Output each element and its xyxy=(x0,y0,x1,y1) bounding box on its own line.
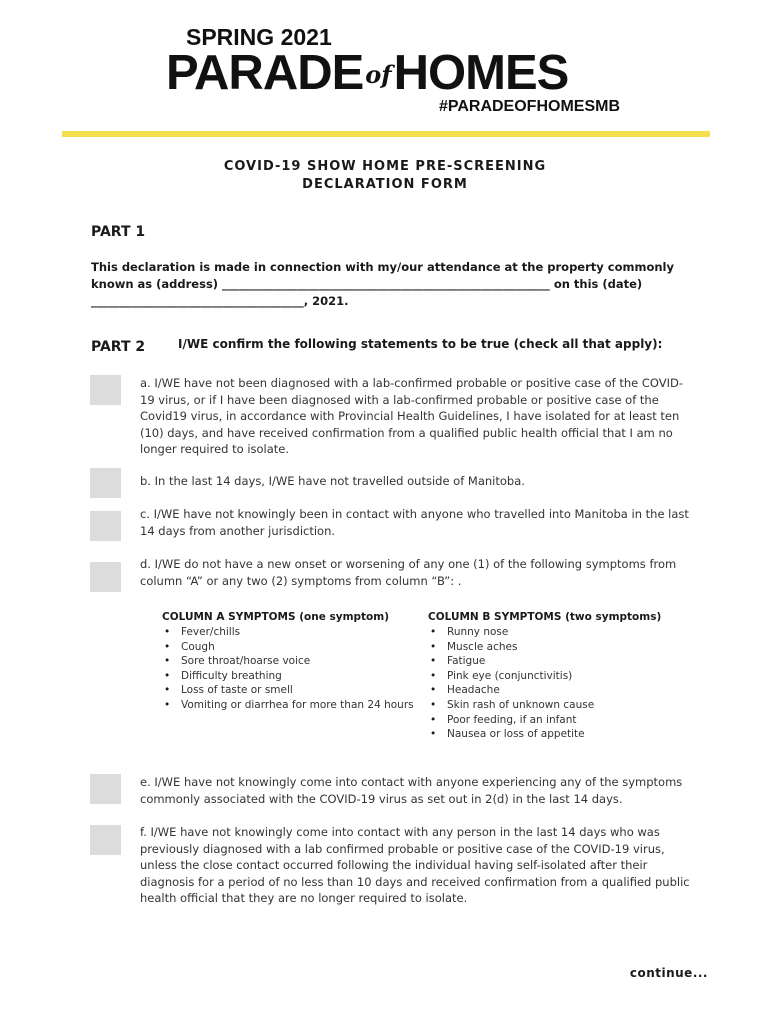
statement-f: f. I/WE have not knowingly come into contact with any person in the last 14 days who was previously diagnosed with a lab confirmed probable or positive case of the COVID-19 virus, unless the close contact occurred following the individual having self-isolated after their diagnosis for a period of no less than 10 days and received confirmation from a qualified public health official that they are no longer required to isolate. xyxy=(140,825,690,905)
parade-of-homes-logo xyxy=(166,24,626,120)
statement-a: a. I/WE have not been diagnosed with a lab-confirmed probable or positive case of the COVID-19 virus, or if I have been diagnosed with a lab-confirmed probable or positive case of the Covid19 virus, in accordance with Provincial Health Guidelines, I have isolated for at least ten (10) days, and have received confirmation from a qualified public health official that I am no longer required to isolate. xyxy=(140,376,684,456)
form-title-line1: COVID-19 SHOW HOME PRE-SCREENING xyxy=(223,159,547,174)
checkbox-item-d[interactable] xyxy=(90,562,121,592)
logo-hashtag: #PARADEOFHOMESMB xyxy=(438,98,620,115)
part2-heading: PART 2 xyxy=(91,339,146,355)
list-item: • Sore throat/hoarse voice xyxy=(164,654,414,669)
list-item: • Headache xyxy=(430,683,594,698)
logo-word-of: of xyxy=(365,60,392,89)
logo-word-parade: PARADE xyxy=(166,46,364,100)
list-item: • Fatigue xyxy=(430,654,594,669)
checkbox-item-b[interactable] xyxy=(90,468,121,498)
form-title xyxy=(0,158,770,194)
column-a-heading: COLUMN A SYMPTOMS (one symptom) xyxy=(162,611,390,623)
list-item: • Nausea or loss of appetite xyxy=(430,727,594,742)
checkbox-item-f[interactable] xyxy=(90,825,121,855)
logo-wordmark xyxy=(166,48,568,100)
statement-d: d. I/WE do not have a new onset or worsening of any one (1) of the following symptoms from column “A” or any two (2) symptoms from column “B”: . xyxy=(140,557,677,588)
list-item: • Skin rash of unknown cause xyxy=(430,698,594,713)
list-item: • Difficulty breathing xyxy=(164,669,414,684)
part2-intro: I/WE confirm the following statements to be true (check all that apply): xyxy=(178,337,663,351)
statement-e: e. I/WE have not knowingly come into contact with anyone experiencing any of the symptoms commonly associated with the COVID-19 virus as set out in 2(d) in the last 14 days. xyxy=(140,775,683,806)
column-b-symptom-list xyxy=(430,625,594,742)
logo-word-homes: HOMES xyxy=(393,46,569,100)
list-item: • Runny nose xyxy=(430,625,594,640)
list-item: • Pink eye (conjunctivitis) xyxy=(430,669,594,684)
list-item: • Cough xyxy=(164,640,414,655)
form-title-line2: DECLARATION FORM xyxy=(302,177,468,192)
checkbox-item-c[interactable] xyxy=(90,511,121,541)
checkbox-item-a[interactable] xyxy=(90,375,121,405)
statement-c: c. I/WE have not knowingly been in contact with anyone who travelled into Manitoba in the last 14 days from another jurisdiction. xyxy=(140,507,689,538)
list-item: • Poor feeding, if an infant xyxy=(430,713,594,728)
statement-b: b. In the last 14 days, I/WE have not travelled outside of Manitoba. xyxy=(140,474,525,488)
list-item: • Vomiting or diarrhea for more than 24 hours xyxy=(164,698,414,713)
column-b-heading: COLUMN B SYMPTOMS (two symptoms) xyxy=(428,611,662,623)
column-a-symptom-list xyxy=(164,625,414,713)
list-item: • Muscle aches xyxy=(430,640,594,655)
checkbox-item-e[interactable] xyxy=(90,774,121,804)
logo-season: SPRING 2021 xyxy=(186,24,332,50)
list-item: • Loss of taste or smell xyxy=(164,683,414,698)
part1-declaration-text: This declaration is made in connection with my/our attendance at the property commonly known as (address) _________________________________________________________ on this (date) _____________________________________, 2021. xyxy=(91,260,674,308)
part1-heading: PART 1 xyxy=(91,224,146,240)
list-item: • Fever/chills xyxy=(164,625,414,640)
header-divider xyxy=(62,131,710,137)
continue-label: continue... xyxy=(629,966,708,980)
